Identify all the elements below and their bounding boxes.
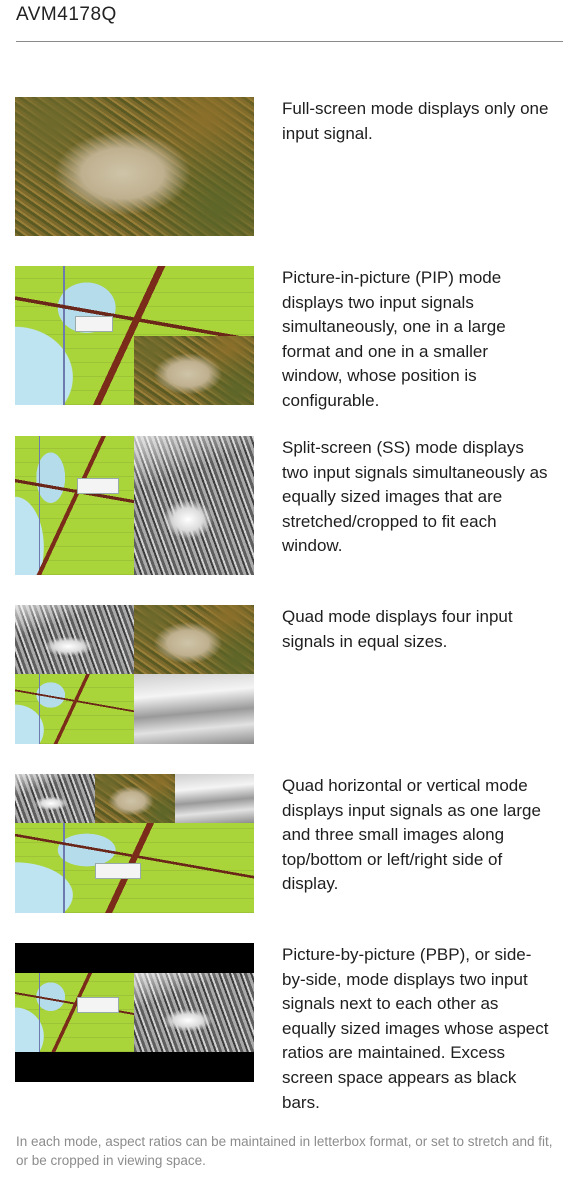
split-screen-left-pane bbox=[15, 436, 134, 575]
full-screen-preview-image bbox=[15, 97, 254, 236]
split-screen-right-pane bbox=[134, 436, 254, 575]
quad-top-right-pane bbox=[134, 605, 254, 674]
map-label-box bbox=[95, 863, 141, 879]
map-label-box bbox=[75, 316, 113, 332]
quad-h-small-pane-1 bbox=[15, 774, 95, 823]
quad-horizontal-preview-image bbox=[15, 774, 254, 913]
pbp-left-pane bbox=[15, 973, 134, 1052]
map-label-box bbox=[77, 478, 119, 494]
quad-description: Quad mode displays four input signals in equal sizes. bbox=[282, 607, 513, 651]
quad-bottom-right-pane bbox=[134, 674, 254, 744]
quad-preview-image bbox=[15, 605, 254, 744]
quad-bottom-left-pane bbox=[15, 674, 134, 744]
quad-top-left-pane bbox=[15, 605, 134, 674]
quad-h-small-pane-3 bbox=[175, 774, 254, 823]
pip-inset-window bbox=[134, 336, 254, 405]
split-screen-description: Split-screen (SS) mode displays two input signals simultaneously as equally sized images that are stretched/cropped to fit each window. bbox=[282, 438, 548, 556]
full-screen-description: Full-screen mode displays only one input signal. bbox=[282, 99, 549, 143]
split-screen-preview-image bbox=[15, 436, 254, 575]
page-title: AVM4178Q bbox=[16, 4, 117, 25]
footnote: In each mode, aspect ratios can be maintained in letterbox format, or set to stretch and fit, or be cropped in viewing space. bbox=[16, 1134, 553, 1168]
pip-description: Picture-in-picture (PIP) mode displays two input signals simultaneously, one in a large format and one in a smaller window, whose position is configurable. bbox=[282, 268, 506, 410]
quad-horizontal-vertical-description: Quad horizontal or vertical mode displays input signals as one large and three small images along top/bottom or left/right side of display. bbox=[282, 776, 541, 894]
pip-preview-image bbox=[15, 266, 254, 405]
pbp-preview-image bbox=[15, 943, 254, 1082]
pbp-description: Picture-by-picture (PBP), or side-by-side, mode displays two input signals next to each other as equally sized images whose aspect ratios are maintained. Excess screen space appears as black bars. bbox=[282, 945, 549, 1112]
quad-h-small-pane-2 bbox=[95, 774, 175, 823]
header-divider bbox=[16, 41, 563, 42]
quad-h-large-pane bbox=[15, 823, 254, 913]
map-label-box bbox=[77, 997, 119, 1013]
pbp-right-pane bbox=[134, 973, 254, 1052]
